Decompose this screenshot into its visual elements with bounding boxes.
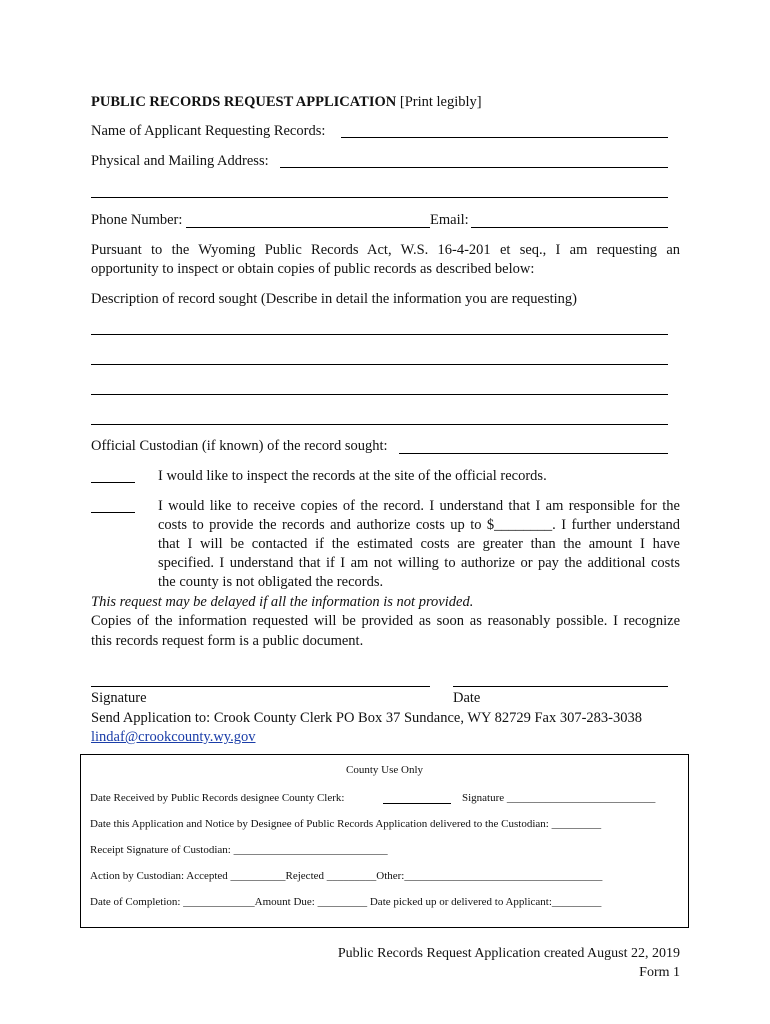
date-received-label: Date Received by Public Records designee County Clerk: (90, 792, 345, 804)
copies-option-line-3: that I will be contacted if the estimated costs are greater than the amount I have (158, 536, 680, 552)
address-field-line-2[interactable] (91, 197, 668, 198)
email-label: Email: (430, 212, 469, 228)
applicant-name-label: Name of Applicant Requesting Records: (91, 123, 326, 139)
custodian-action-field[interactable]: Action by Custodian: Accepted __________Rejected _________Other:____________________________________ (90, 870, 603, 882)
applicant-name-field[interactable] (341, 137, 668, 138)
copies-option-blank[interactable] (91, 512, 135, 513)
description-field-line-1[interactable] (91, 334, 668, 335)
copies-note-line-1: Copies of the information requested will be provided as soon as reasonably possible. I recognize (91, 613, 680, 629)
phone-field[interactable] (186, 227, 430, 228)
description-label: Description of record sought (Describe in detail the information you are requesting) (91, 291, 577, 307)
send-application-text: Send Application to: Crook County Clerk PO Box 37 Sundance, WY 82729 Fax 307-283-3038 (91, 710, 642, 726)
form-title (91, 93, 482, 112)
receipt-signature-field[interactable]: Receipt Signature of Custodian: ____________________________ (90, 844, 388, 856)
footer-created: Public Records Request Application created August 22, 2019 (337, 946, 680, 961)
phone-label: Phone Number: (91, 212, 183, 228)
date-field[interactable] (453, 686, 668, 687)
copies-option-line-2: costs to provide the records and authorize costs up to $________. I further understand (158, 517, 680, 533)
copies-option-line-4: specified. I understand that if I am not willing to authorize or pay the additional costs (158, 555, 680, 571)
county-use-heading: County Use Only (346, 764, 423, 776)
county-use-box (80, 754, 689, 928)
date-received-field[interactable] (383, 803, 451, 804)
address-field-line-1[interactable] (280, 167, 668, 168)
pursuant-line-2: opportunity to inspect or obtain copies of public records as described below: (91, 261, 535, 277)
address-label: Physical and Mailing Address: (91, 153, 269, 169)
completion-field[interactable]: Date of Completion: _____________Amount Due: _________ Date picked up or delivered to Applicant:_________ (90, 896, 602, 908)
copies-option-line-1: I would like to receive copies of the record. I understand that I am responsible for the (158, 498, 680, 514)
print-legibly-note: [Print legibly] (396, 94, 482, 110)
form-title-text: PUBLIC RECORDS REQUEST APPLICATION (91, 94, 397, 110)
signature-label: Signature (91, 690, 147, 706)
footer-form-number: Form 1 (639, 965, 680, 980)
description-field-line-4[interactable] (91, 424, 668, 425)
date-label: Date (453, 690, 481, 706)
pursuant-line-1: Pursuant to the Wyoming Public Records Act, W.S. 16-4-201 et seq., I am requesting an (91, 242, 680, 258)
delay-note: This request may be delayed if all the information is not provided. (91, 594, 474, 610)
copies-note-line-2: this records request form is a public document. (91, 633, 364, 649)
custodian-label: Official Custodian (if known) of the record sought: (91, 438, 388, 454)
county-signature-field[interactable]: Signature ___________________________ (462, 792, 656, 804)
clerk-email-link[interactable]: lindaf@crookcounty.wy.gov (91, 729, 256, 745)
date-delivered-field[interactable]: Date this Application and Notice by Designee of Public Records Application delivered to the Custodian: _________ (90, 818, 602, 830)
inspect-option-blank[interactable] (91, 482, 135, 483)
description-field-line-2[interactable] (91, 364, 668, 365)
inspect-option-text: I would like to inspect the records at the site of the official records. (158, 468, 547, 484)
signature-field[interactable] (91, 686, 430, 687)
description-field-line-3[interactable] (91, 394, 668, 395)
email-field[interactable] (471, 227, 668, 228)
custodian-field[interactable] (399, 453, 668, 454)
copies-option-line-5: the county is not obligated the records. (158, 574, 384, 590)
